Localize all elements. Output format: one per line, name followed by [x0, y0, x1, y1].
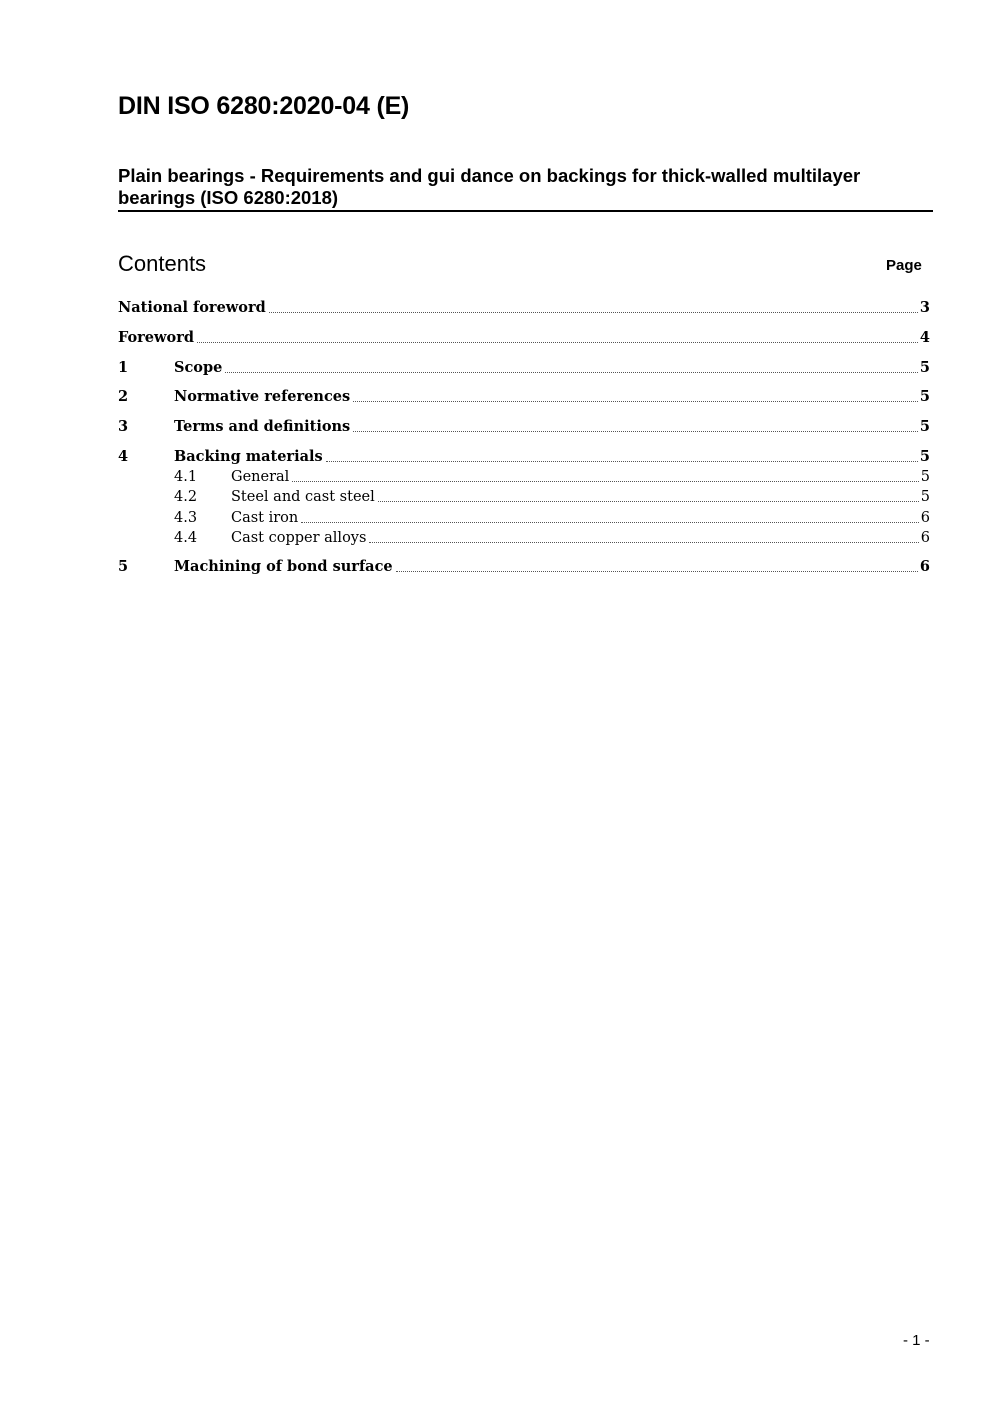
toc-entry-page: 5 [919, 359, 930, 376]
toc-leader-dots [396, 571, 918, 572]
contents-heading: Contents [118, 251, 207, 276]
toc-entry-national-foreword[interactable] [118, 297, 930, 317]
toc-entry-cast-copper-alloys[interactable] [118, 527, 930, 547]
toc-entry-label: Foreword [118, 329, 194, 346]
toc-entry-label: Scope [174, 359, 223, 376]
toc-entry-page: 4 [919, 329, 930, 346]
toc-entry-number: 4.3 [174, 510, 198, 526]
toc-entry-number: 1 [118, 359, 129, 376]
toc-entry-page: 5 [920, 489, 930, 505]
toc-entry-label: Normative references [174, 388, 351, 405]
toc-entry-number: 5 [118, 558, 129, 575]
document-title-line-1: Plain bearings - Requirements and gui dance on backings for thick-walled multilayer [118, 165, 861, 186]
toc-entry-page: 5 [919, 448, 930, 465]
document-title [118, 165, 933, 212]
toc-leader-dots [269, 312, 918, 313]
toc-entry-page: 5 [919, 388, 930, 405]
document-title-line-2: bearings (ISO 6280:2018) [118, 187, 339, 208]
toc-entry-machining-of-bond-surface[interactable] [118, 556, 930, 576]
toc-entry-number: 4 [118, 448, 129, 465]
toc-entry-terms-and-definitions[interactable] [118, 416, 930, 436]
toc-leader-dots [225, 372, 918, 373]
toc-entry-scope[interactable] [118, 357, 930, 377]
toc-entry-number: 2 [118, 388, 129, 405]
toc-entry-number: 3 [118, 418, 129, 435]
toc-leader-dots [353, 431, 918, 432]
toc-entry-page: 5 [920, 469, 930, 485]
toc-leader-dots [197, 342, 918, 343]
toc-entry-page: 6 [920, 530, 930, 546]
toc-entry-label: Terms and definitions [174, 418, 351, 435]
toc-leader-dots [378, 501, 919, 502]
toc-entry-number: 4.1 [174, 469, 198, 485]
toc-entry-foreword[interactable] [118, 327, 930, 347]
toc-entry-backing-materials[interactable] [118, 446, 930, 466]
toc-entry-label: National foreword [118, 299, 266, 316]
document-id: DIN ISO 6280:2020-04 (E) [118, 92, 410, 120]
toc-entry-label: Steel and cast steel [231, 489, 375, 505]
toc-entry-label: Machining of bond surface [174, 558, 393, 575]
toc-leader-dots [292, 481, 918, 482]
toc-entry-label: General [231, 469, 290, 485]
toc-entry-page: 6 [919, 558, 930, 575]
toc-leader-dots [353, 401, 918, 402]
page-number: - 1 - [903, 1332, 930, 1349]
toc-entry-page: 3 [919, 299, 930, 316]
page-column-label: Page [886, 257, 922, 274]
toc-entry-page: 6 [920, 510, 930, 526]
toc-leader-dots [301, 522, 919, 523]
toc-entry-number: 4.4 [174, 530, 198, 546]
toc-leader-dots [326, 461, 918, 462]
toc-entry-label: Cast copper alloys [231, 530, 367, 546]
toc-entry-cast-iron[interactable] [118, 507, 930, 527]
toc-entry-general[interactable] [118, 466, 930, 486]
toc-entry-normative-references[interactable] [118, 386, 930, 406]
toc-entry-number: 4.2 [174, 489, 198, 505]
toc-leader-dots [369, 542, 918, 543]
toc-entry-label: Backing materials [174, 448, 323, 465]
toc-entry-steel-and-cast-steel[interactable] [118, 486, 930, 506]
toc-entry-label: Cast iron [231, 510, 299, 526]
toc-entry-page: 5 [919, 418, 930, 435]
